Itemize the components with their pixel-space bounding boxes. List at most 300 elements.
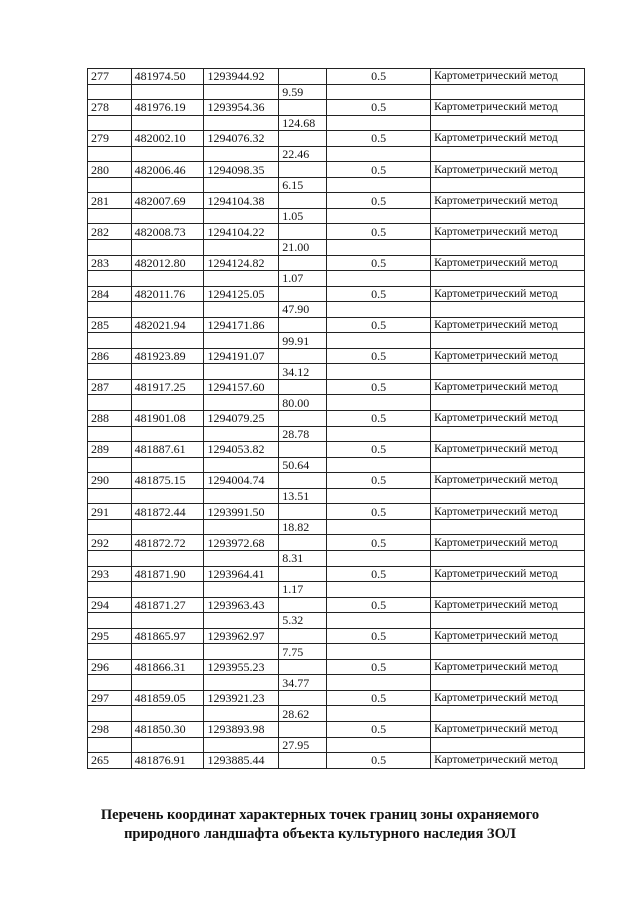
accuracy-value: 0.5 xyxy=(327,566,431,582)
empty-cell xyxy=(431,488,585,504)
accuracy-value: 0.5 xyxy=(327,597,431,613)
coordinate-y: 1293963.43 xyxy=(204,597,279,613)
point-row xyxy=(88,690,585,706)
empty-cell xyxy=(327,488,431,504)
segment-distance: 28.62 xyxy=(279,706,327,722)
segment-distance: 13.51 xyxy=(279,488,327,504)
empty-cell xyxy=(431,737,585,753)
coordinate-y: 1293954.36 xyxy=(204,100,279,116)
coordinate-x: 481872.44 xyxy=(131,504,204,520)
coordinate-y: 1293964.41 xyxy=(204,566,279,582)
empty-cell xyxy=(431,84,585,100)
method-cell: Картометрический метод xyxy=(431,721,585,737)
distance-row xyxy=(88,395,585,411)
coordinate-x: 481876.91 xyxy=(131,753,204,769)
method-cell: Картометрический метод xyxy=(431,411,585,427)
segment-distance: 6.15 xyxy=(279,177,327,193)
method-cell: Картометрический метод xyxy=(431,348,585,364)
method-cell: Картометрический метод xyxy=(431,286,585,302)
accuracy-value: 0.5 xyxy=(327,286,431,302)
point-number: 296 xyxy=(88,659,132,675)
accuracy-value: 0.5 xyxy=(327,628,431,644)
section-caption xyxy=(60,806,580,844)
empty-cell xyxy=(88,675,132,691)
point-row xyxy=(88,753,585,769)
accuracy-value: 0.5 xyxy=(327,690,431,706)
empty-cell xyxy=(327,302,431,318)
method-cell: Картометрический метод xyxy=(431,162,585,178)
empty-cell xyxy=(131,550,204,566)
point-number: 284 xyxy=(88,286,132,302)
coordinate-x: 482006.46 xyxy=(131,162,204,178)
empty-cell xyxy=(431,519,585,535)
empty-cell xyxy=(204,302,279,318)
coordinate-y: 1293885.44 xyxy=(204,753,279,769)
coordinate-x: 481923.89 xyxy=(131,348,204,364)
caption-line-1: Перечень координат характерных точек границ зоны охраняемого xyxy=(100,807,540,823)
caption-line-2: природного ландшафта объекта культурного наследия ЗОЛ xyxy=(124,826,516,842)
coordinates-table xyxy=(87,68,585,769)
point-number: 295 xyxy=(88,628,132,644)
empty-cell xyxy=(131,115,204,131)
method-cell: Картометрический метод xyxy=(431,442,585,458)
distance-row xyxy=(88,146,585,162)
empty-cell xyxy=(88,208,132,224)
point-number: 278 xyxy=(88,100,132,116)
empty-cell xyxy=(431,240,585,256)
empty-cell xyxy=(431,115,585,131)
coordinate-x: 481850.30 xyxy=(131,721,204,737)
point-row xyxy=(88,411,585,427)
coordinate-y: 1294104.22 xyxy=(204,224,279,240)
point-number: 283 xyxy=(88,255,132,271)
method-cell: Картометрический метод xyxy=(431,69,585,85)
accuracy-value: 0.5 xyxy=(327,69,431,85)
point-row xyxy=(88,721,585,737)
coordinate-x: 482011.76 xyxy=(131,286,204,302)
coordinates-table-body xyxy=(88,69,585,769)
point-row xyxy=(88,628,585,644)
point-number: 298 xyxy=(88,721,132,737)
point-row xyxy=(88,659,585,675)
distance-empty xyxy=(279,162,327,178)
segment-distance: 1.17 xyxy=(279,582,327,598)
accuracy-value: 0.5 xyxy=(327,504,431,520)
empty-cell xyxy=(88,426,132,442)
empty-cell xyxy=(431,613,585,629)
distance-empty xyxy=(279,753,327,769)
distance-row xyxy=(88,302,585,318)
empty-cell xyxy=(204,364,279,380)
empty-cell xyxy=(327,333,431,349)
distance-row xyxy=(88,613,585,629)
empty-cell xyxy=(204,706,279,722)
distance-row xyxy=(88,177,585,193)
coordinate-x: 481917.25 xyxy=(131,379,204,395)
empty-cell xyxy=(204,675,279,691)
point-number: 290 xyxy=(88,473,132,489)
empty-cell xyxy=(327,706,431,722)
empty-cell xyxy=(204,271,279,287)
method-cell: Картометрический метод xyxy=(431,566,585,582)
segment-distance: 1.05 xyxy=(279,208,327,224)
distance-empty xyxy=(279,535,327,551)
coordinate-x: 481976.19 xyxy=(131,100,204,116)
distance-empty xyxy=(279,379,327,395)
accuracy-value: 0.5 xyxy=(327,442,431,458)
empty-cell xyxy=(327,115,431,131)
coordinate-y: 1294076.32 xyxy=(204,131,279,147)
distance-row xyxy=(88,644,585,660)
method-cell: Картометрический метод xyxy=(431,753,585,769)
segment-distance: 21.00 xyxy=(279,240,327,256)
coordinate-y: 1293972.68 xyxy=(204,535,279,551)
empty-cell xyxy=(431,271,585,287)
empty-cell xyxy=(131,457,204,473)
distance-empty xyxy=(279,411,327,427)
point-number: 294 xyxy=(88,597,132,613)
distance-row xyxy=(88,84,585,100)
method-cell: Картометрический метод xyxy=(431,690,585,706)
empty-cell xyxy=(327,364,431,380)
distance-empty xyxy=(279,131,327,147)
method-cell: Картометрический метод xyxy=(431,131,585,147)
coordinate-y: 1294191.07 xyxy=(204,348,279,364)
coordinate-y: 1294125.05 xyxy=(204,286,279,302)
method-cell: Картометрический метод xyxy=(431,255,585,271)
point-number: 265 xyxy=(88,753,132,769)
distance-row xyxy=(88,457,585,473)
point-row xyxy=(88,286,585,302)
segment-distance: 124.68 xyxy=(279,115,327,131)
coordinate-y: 1293893.98 xyxy=(204,721,279,737)
point-number: 279 xyxy=(88,131,132,147)
coordinate-y: 1293962.97 xyxy=(204,628,279,644)
point-number: 289 xyxy=(88,442,132,458)
empty-cell xyxy=(131,364,204,380)
coordinate-y: 1293944.92 xyxy=(204,69,279,85)
coordinate-x: 481871.90 xyxy=(131,566,204,582)
distance-row xyxy=(88,364,585,380)
coordinate-x: 481871.27 xyxy=(131,597,204,613)
empty-cell xyxy=(204,240,279,256)
empty-cell xyxy=(431,395,585,411)
empty-cell xyxy=(88,519,132,535)
distance-empty xyxy=(279,317,327,333)
point-row xyxy=(88,193,585,209)
coordinate-y: 1294124.82 xyxy=(204,255,279,271)
empty-cell xyxy=(327,519,431,535)
point-row xyxy=(88,379,585,395)
empty-cell xyxy=(204,177,279,193)
accuracy-value: 0.5 xyxy=(327,659,431,675)
empty-cell xyxy=(431,426,585,442)
empty-cell xyxy=(327,177,431,193)
empty-cell xyxy=(88,146,132,162)
method-cell: Картометрический метод xyxy=(431,317,585,333)
empty-cell xyxy=(327,395,431,411)
empty-cell xyxy=(88,364,132,380)
point-row xyxy=(88,504,585,520)
distance-row xyxy=(88,271,585,287)
distance-row xyxy=(88,240,585,256)
method-cell: Картометрический метод xyxy=(431,379,585,395)
empty-cell xyxy=(204,426,279,442)
distance-empty xyxy=(279,442,327,458)
empty-cell xyxy=(88,644,132,660)
method-cell: Картометрический метод xyxy=(431,100,585,116)
empty-cell xyxy=(131,426,204,442)
empty-cell xyxy=(431,675,585,691)
empty-cell xyxy=(204,84,279,100)
coordinate-y: 1294098.35 xyxy=(204,162,279,178)
empty-cell xyxy=(88,613,132,629)
empty-cell xyxy=(204,333,279,349)
point-number: 281 xyxy=(88,193,132,209)
distance-empty xyxy=(279,473,327,489)
accuracy-value: 0.5 xyxy=(327,473,431,489)
empty-cell xyxy=(204,115,279,131)
accuracy-value: 0.5 xyxy=(327,379,431,395)
empty-cell xyxy=(431,177,585,193)
empty-cell xyxy=(88,550,132,566)
point-number: 288 xyxy=(88,411,132,427)
empty-cell xyxy=(88,488,132,504)
empty-cell xyxy=(431,706,585,722)
accuracy-value: 0.5 xyxy=(327,193,431,209)
distance-empty xyxy=(279,690,327,706)
accuracy-value: 0.5 xyxy=(327,162,431,178)
point-number: 292 xyxy=(88,535,132,551)
coordinate-y: 1293991.50 xyxy=(204,504,279,520)
empty-cell xyxy=(131,519,204,535)
point-number: 297 xyxy=(88,690,132,706)
coordinate-x: 482002.10 xyxy=(131,131,204,147)
coordinate-y: 1293921.23 xyxy=(204,690,279,706)
empty-cell xyxy=(204,146,279,162)
coordinate-x: 482021.94 xyxy=(131,317,204,333)
empty-cell xyxy=(431,550,585,566)
point-number: 293 xyxy=(88,566,132,582)
distance-row xyxy=(88,426,585,442)
distance-row xyxy=(88,115,585,131)
coordinate-x: 482012.80 xyxy=(131,255,204,271)
empty-cell xyxy=(131,333,204,349)
empty-cell xyxy=(131,208,204,224)
segment-distance: 9.59 xyxy=(279,84,327,100)
point-row xyxy=(88,473,585,489)
coordinate-y: 1294157.60 xyxy=(204,379,279,395)
coordinate-y: 1294171.86 xyxy=(204,317,279,333)
distance-row xyxy=(88,208,585,224)
empty-cell xyxy=(131,644,204,660)
segment-distance: 1.07 xyxy=(279,271,327,287)
coordinate-y: 1294079.25 xyxy=(204,411,279,427)
empty-cell xyxy=(88,333,132,349)
accuracy-value: 0.5 xyxy=(327,317,431,333)
point-row xyxy=(88,131,585,147)
empty-cell xyxy=(131,613,204,629)
empty-cell xyxy=(131,488,204,504)
segment-distance: 99.91 xyxy=(279,333,327,349)
empty-cell xyxy=(88,240,132,256)
method-cell: Картометрический метод xyxy=(431,504,585,520)
method-cell: Картометрический метод xyxy=(431,224,585,240)
method-cell: Картометрический метод xyxy=(431,628,585,644)
coordinate-x: 482007.69 xyxy=(131,193,204,209)
empty-cell xyxy=(327,613,431,629)
empty-cell xyxy=(327,737,431,753)
empty-cell xyxy=(431,208,585,224)
distance-empty xyxy=(279,597,327,613)
segment-distance: 22.46 xyxy=(279,146,327,162)
coordinate-y: 1294104.38 xyxy=(204,193,279,209)
empty-cell xyxy=(431,644,585,660)
distance-empty xyxy=(279,566,327,582)
distance-empty xyxy=(279,286,327,302)
empty-cell xyxy=(131,84,204,100)
empty-cell xyxy=(131,675,204,691)
distance-empty xyxy=(279,193,327,209)
accuracy-value: 0.5 xyxy=(327,100,431,116)
point-number: 280 xyxy=(88,162,132,178)
segment-distance: 8.31 xyxy=(279,550,327,566)
accuracy-value: 0.5 xyxy=(327,224,431,240)
point-row xyxy=(88,442,585,458)
empty-cell xyxy=(88,115,132,131)
empty-cell xyxy=(131,240,204,256)
point-number: 287 xyxy=(88,379,132,395)
distance-row xyxy=(88,582,585,598)
empty-cell xyxy=(88,706,132,722)
empty-cell xyxy=(131,395,204,411)
coordinate-x: 481875.15 xyxy=(131,473,204,489)
distance-row xyxy=(88,519,585,535)
empty-cell xyxy=(204,613,279,629)
empty-cell xyxy=(88,177,132,193)
empty-cell xyxy=(131,737,204,753)
coordinate-x: 481866.31 xyxy=(131,659,204,675)
point-row xyxy=(88,348,585,364)
segment-distance: 27.95 xyxy=(279,737,327,753)
point-row xyxy=(88,255,585,271)
empty-cell xyxy=(131,582,204,598)
distance-row xyxy=(88,333,585,349)
empty-cell xyxy=(327,644,431,660)
distance-row xyxy=(88,488,585,504)
empty-cell xyxy=(88,395,132,411)
coordinate-y: 1294004.74 xyxy=(204,473,279,489)
distance-row xyxy=(88,550,585,566)
empty-cell xyxy=(88,582,132,598)
empty-cell xyxy=(327,208,431,224)
accuracy-value: 0.5 xyxy=(327,721,431,737)
point-row xyxy=(88,100,585,116)
point-number: 282 xyxy=(88,224,132,240)
segment-distance: 5.32 xyxy=(279,613,327,629)
distance-empty xyxy=(279,255,327,271)
distance-empty xyxy=(279,348,327,364)
distance-empty xyxy=(279,504,327,520)
distance-empty xyxy=(279,224,327,240)
segment-distance: 80.00 xyxy=(279,395,327,411)
empty-cell xyxy=(204,644,279,660)
accuracy-value: 0.5 xyxy=(327,131,431,147)
segment-distance: 34.12 xyxy=(279,364,327,380)
accuracy-value: 0.5 xyxy=(327,411,431,427)
method-cell: Картометрический метод xyxy=(431,597,585,613)
distance-empty xyxy=(279,721,327,737)
point-row xyxy=(88,597,585,613)
empty-cell xyxy=(88,737,132,753)
empty-cell xyxy=(431,364,585,380)
empty-cell xyxy=(204,550,279,566)
coordinate-x: 481901.08 xyxy=(131,411,204,427)
coordinate-x: 482008.73 xyxy=(131,224,204,240)
method-cell: Картометрический метод xyxy=(431,473,585,489)
segment-distance: 47.90 xyxy=(279,302,327,318)
distance-row xyxy=(88,675,585,691)
empty-cell xyxy=(204,582,279,598)
point-row xyxy=(88,317,585,333)
empty-cell xyxy=(327,240,431,256)
empty-cell xyxy=(327,146,431,162)
empty-cell xyxy=(131,271,204,287)
empty-cell xyxy=(88,457,132,473)
distance-empty xyxy=(279,659,327,675)
segment-distance: 28.78 xyxy=(279,426,327,442)
empty-cell xyxy=(131,302,204,318)
point-number: 285 xyxy=(88,317,132,333)
accuracy-value: 0.5 xyxy=(327,348,431,364)
empty-cell xyxy=(204,488,279,504)
distance-row xyxy=(88,706,585,722)
point-number: 286 xyxy=(88,348,132,364)
empty-cell xyxy=(327,271,431,287)
coordinate-x: 481865.97 xyxy=(131,628,204,644)
empty-cell xyxy=(131,177,204,193)
segment-distance: 50.64 xyxy=(279,457,327,473)
coordinate-x: 481859.05 xyxy=(131,690,204,706)
distance-empty xyxy=(279,100,327,116)
empty-cell xyxy=(431,457,585,473)
coordinate-y: 1294053.82 xyxy=(204,442,279,458)
empty-cell xyxy=(327,84,431,100)
distance-empty xyxy=(279,628,327,644)
empty-cell xyxy=(327,582,431,598)
accuracy-value: 0.5 xyxy=(327,255,431,271)
empty-cell xyxy=(88,271,132,287)
distance-row xyxy=(88,737,585,753)
empty-cell xyxy=(204,395,279,411)
point-row xyxy=(88,224,585,240)
empty-cell xyxy=(431,333,585,349)
empty-cell xyxy=(204,457,279,473)
point-row xyxy=(88,162,585,178)
coordinate-x: 481872.72 xyxy=(131,535,204,551)
empty-cell xyxy=(131,706,204,722)
coordinate-x: 481887.61 xyxy=(131,442,204,458)
method-cell: Картометрический метод xyxy=(431,193,585,209)
coordinate-x: 481974.50 xyxy=(131,69,204,85)
empty-cell xyxy=(431,146,585,162)
point-row xyxy=(88,535,585,551)
accuracy-value: 0.5 xyxy=(327,753,431,769)
distance-empty xyxy=(279,69,327,85)
empty-cell xyxy=(131,146,204,162)
empty-cell xyxy=(204,208,279,224)
accuracy-value: 0.5 xyxy=(327,535,431,551)
